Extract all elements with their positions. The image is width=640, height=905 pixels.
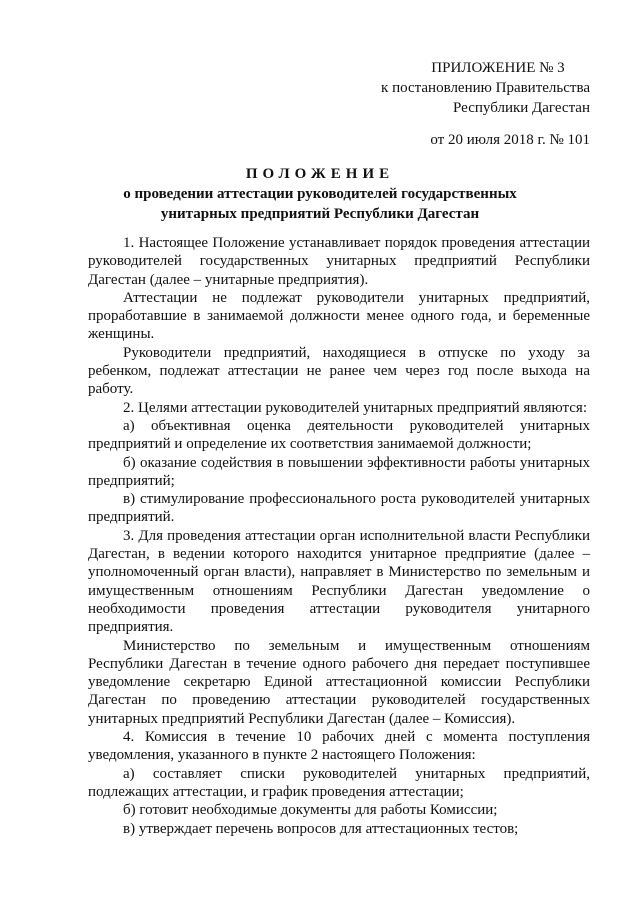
annex-republic-line: Республики Дагестан	[453, 100, 590, 116]
document-title: ПОЛОЖЕНИЕ	[245, 166, 395, 182]
paragraph: 1. Настоящее Положение устанавливает порядок проведения аттестации руководителей государственных унитарных предприятий Республики Дагестан (далее – унитарные предприятия).	[88, 235, 590, 288]
annex-date: от 20 июля 2018 г. № 101	[430, 132, 590, 148]
paragraph: а) составляет списки руководителей унитарных предприятий, подлежащих аттестации, и график проведения аттестации;	[88, 765, 590, 800]
document-body	[88, 234, 590, 838]
document-title-block	[0, 164, 640, 224]
annex-title: ПРИЛОЖЕНИЕ № 3	[431, 60, 565, 76]
paragraph: Руководители предприятий, находящиеся в отпуске по уходу за ребенком, подлежат аттестации не ранее чем через год после выхода на работу.	[88, 344, 590, 398]
paragraph: 4. Комиссия в течение 10 рабочих дней с момента поступления уведомления, указанного в пункте 2 настоящего Положения:	[88, 729, 590, 764]
paragraph: б) оказание содействия в повышении эффективности работы унитарных предприятий;	[88, 454, 590, 489]
paragraph: б) готовит необходимые документы для работы Комиссии;	[123, 802, 498, 819]
annex-header	[362, 58, 590, 150]
paragraph: Министерство по земельным и имущественным отношениям Республики Дагестан в течение одного рабочего дня передает поступившее уведомление секретарю Единой аттестационной комиссии Республики Дагестан по проведению аттестации руководителей государственных унитарных предприятий Республики Дагестан (далее – Комиссия).	[88, 637, 590, 727]
annex-resolution-line: к постановлению Правительства	[381, 80, 590, 96]
paragraph: в) стимулирование профессионального роста руководителей унитарных предприятий.	[88, 491, 590, 526]
document-subtitle-line1: о проведении аттестации руководителей государственных	[123, 186, 517, 202]
paragraph: Аттестации не подлежат руководители унитарных предприятий, проработавшие в занимаемой должности менее одного года, и беременные женщины.	[88, 289, 590, 343]
paragraph: 2. Целями аттестации руководителей унитарных предприятий являются:	[123, 399, 587, 416]
paragraph: а) объективная оценка деятельности руководителей унитарных предприятий и определение их соответствия занимаемой должности;	[88, 417, 590, 453]
document-subtitle-line2: унитарных предприятий Республики Дагестан	[160, 206, 480, 222]
paragraph: в) утверждает перечень вопросов для аттестационных тестов;	[123, 820, 519, 837]
paragraph: 3. Для проведения аттестации орган исполнительной власти Республики Дагестан, в ведении которого находится унитарное предприятие (далее – уполномоченный орган власти), направляет в Министерство по земельным и имущественным отношениям Республики Дагестан уведомление о необходимости проведения аттестации руководителя унитарного предприятия.	[88, 527, 590, 636]
